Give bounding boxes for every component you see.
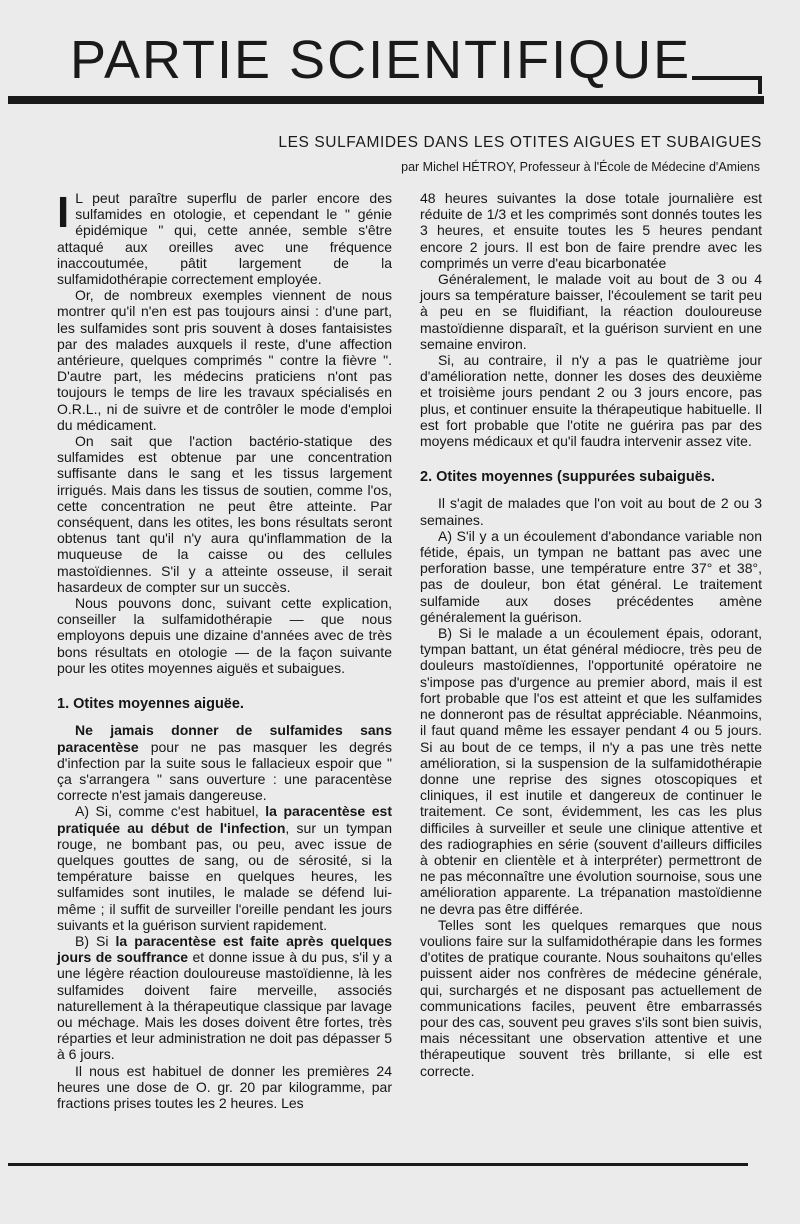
paragraph: Nous pouvons donc, suivant cette explication, conseiller la sulfamidothérapie — que nous employons depuis une dizaine d'années avec de très bons résultats en otologie — de la façon suivante pour les otites moyennes aiguës et subaigues. — [57, 595, 392, 676]
byline: par Michel HÉTROY, Professeur à l'École de Médecine d'Amiens — [401, 160, 760, 174]
bottom-rule — [8, 1163, 748, 1166]
paragraph-a: A) S'il y a un écoulement d'abondance variable non fétide, épais, un tympan ne battant pas avec une perforation basse, une température entre 37° et 38°, pas de douleur, bon état général. Le traitement sulfamide aux doses précédentes amène généralement la guérison. — [420, 527, 762, 625]
paragraph: Telles sont les quelques remarques que nous voulions faire sur la sulfamidothérapie dans les formes d'otites de pratique courante. Nous souhaitons qu'elles puissent aider nos confrères de médecine générale, qui, surchargés et ne disposant pas actuellement de communications faciles, peuvent être embarrassés pour des cas, souvent peu graves s'ils sont bien suivis, mais nécessitant une observation attentive et une thérapeutique souvent très brillante, si elle est correcte. — [420, 916, 762, 1079]
article-title: LES SULFAMIDES DANS LES OTITES AIGUES ET SUBAIGUES — [278, 134, 762, 151]
paragraph: Généralement, le malade voit au bout de 3 ou 4 jours sa température baisser, l'écoulement se tarit peu à peu en se fluidifiant, la réaction douloureuse mastoïdienne disparaît, et la guérison survient en une semaine environ. — [420, 271, 762, 352]
paragraph: 48 heures suivantes la dose totale journalière est réduite de 1/3 et les comprimés sont donnés toutes les 3 heures, et ensuite toutes les 5 heures pendant encore 2 jours. Il est bon de faire prendre avec les comprimés un verre d'eau bicarbonatée — [420, 190, 762, 271]
paragraph: Il s'agit de malades que l'on voit au bout de 2 ou 3 semaines. — [420, 495, 762, 528]
section-heading-2: 2. Otites moyennes (suppurées subaiguës. — [420, 469, 715, 486]
masthead-rule-tail — [692, 76, 762, 80]
paragraph: Il nous est habituel de donner les premières 24 heures une dose de O. gr. 20 par kilogramme, par fractions prises toutes les 2 heures. Les — [57, 1062, 392, 1111]
right-column — [420, 190, 762, 1079]
top-rule — [8, 96, 764, 104]
paragraph: Ne jamais donner de sulfamides sans paracentèse pour ne pas masquer les degrés d'infection par la suite sous le fallacieux espoir que " ça s'arrangera " sans ouverture : une paracentèse correcte n'est jamais dangereuse. — [57, 722, 392, 804]
paragraph-a: A) Si, comme c'est habituel, la paracentèse est pratiquée au début de l'infection, sur un tympan rouge, ne bombant pas, ou peu, avec issue de quelques gouttes de sang, ou de sérosité, si la température baisse en quelques heures, les sulfamides sont inutiles, le malade se défend lui-même ; il suffit de surveiller l'oreille pendant les jours suivants et la guérison survient rapidement. — [57, 803, 392, 933]
section-heading-1: 1. Otites moyennes aiguëe. — [57, 696, 244, 713]
masthead-title: PARTIE SCIENTIFIQUE — [70, 30, 692, 90]
intro-paragraph: I L peut paraître superflu de parler encore des sulfamides en otologie, et cependant le " génie épidémique " qui, cette année, semble s'être attaqué aux oreilles avec une fréquence inaccoutumée, pâtit largement de la sulfamidothérapie correctement employée. — [57, 188, 392, 288]
paragraph: Or, de nombreux exemples viennent de nous montrer qu'il n'en est pas toujours ainsi : d'une part, les sulfamides sont pris souvent à doses fantaisistes par des malades auxquels il reste, d'une affection antérieure, quelques comprimés " contre la fièvre ". D'autre part, les médecins praticiens n'ont pas toujours le temps de lire les travaux spécialisés en O.R.L., ni de suivre et de contrôler le mode d'emploi du médicament. — [57, 287, 392, 433]
paragraph-b: B) Si la paracentèse est faite après quelques jours de souffrance et donne issue à du pus, s'il y a une légère réaction douloureuse mastoïdienne, là les sulfamides doivent faire merveille, associés naturellement à la thérapeutique classique par lavage ou méchage. Mais les doses doivent être fortes, très réparties et leur administration ne doit pas dépasser 5 à 6 jours. — [57, 932, 392, 1063]
drop-cap: I — [57, 188, 70, 237]
paragraph: Si, au contraire, il n'y a pas le quatrième jour d'amélioration nette, donner les doses des deuxième et troisième jours pendant 2 ou 3 jours encore, pas plus, et continuer ensuite la thérapeutique habituelle. Il est fort probable que l'otite ne guérira pas par des moyens médicaux et qu'il faudra intervenir assez vite. — [420, 352, 762, 450]
left-column — [57, 190, 392, 1111]
paragraph-b: B) Si le malade a un écoulement épais, odorant, tympan battant, un état général médiocre, très peu de douleurs mastoïdiennes, l'opportunité opératoire ne s'impose pas d'urgence au premier abord, mais il est fort probable que l'os est atteint et que les sulfamides ne donneront pas de résultat appréciable. Néanmoins, il faut quand même les essayer pendant 4 ou 5 jours. Si au bout de ce temps, il n'y a pas une très nette amélioration, si la suspension de la sulfamidothérapie donne une reprise des signes otoscopiques et cliniques, il est inutile et dangereux de continuer le traitement. Ce sont, évidemment, les cas les plus difficiles à surveiller et seule une clinique attentive et des radiographies en série (souvent d'ailleurs difficiles à obtenir en clientèle et à interpréter) permettront de ne pas méconnaître une évolution sournoise, sous une amélioration apparente. La trépanation mastoïdienne ne devra pas être différée. — [420, 625, 762, 917]
paragraph: On sait que l'action bactério-statique des sulfamides est obtenue par une concentration suffisante dans le sang et les tissus largement irrigués. Mais dans les tissus de soutien, comme l'os, cette concentration ne peut être atteinte. Par conséquent, dans les otites, les bons résultats seront obtenus tant qu'il n'y aura qu'inflammation de la muqueuse de la caisse ou des cellules mastoïdiennes. S'il y a atteinte osseuse, il serait hasardeux de compter sur un succès. — [57, 433, 392, 595]
